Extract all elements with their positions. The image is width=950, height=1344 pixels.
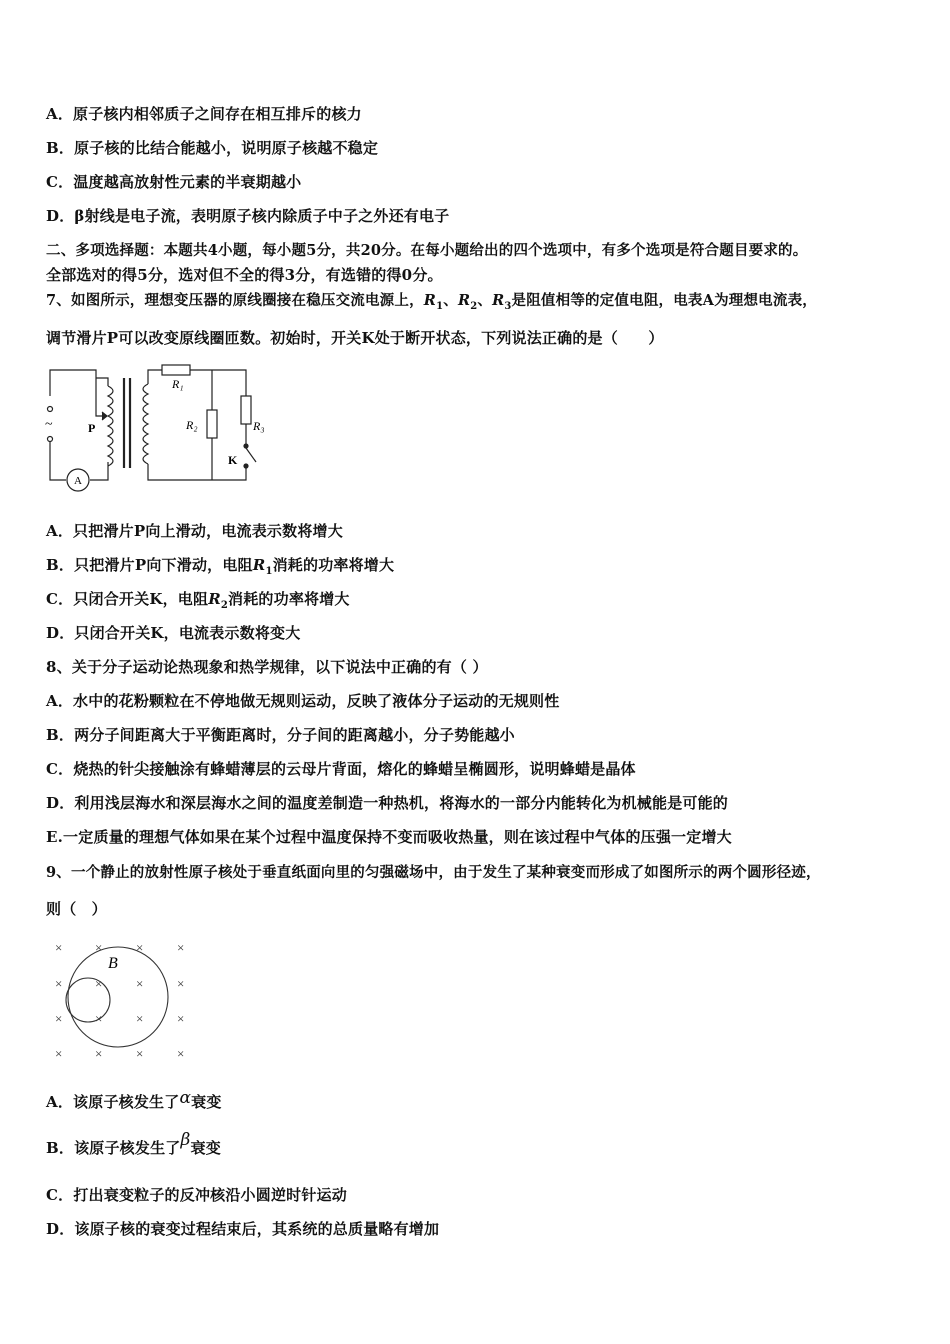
q6-option-a: A．原子核内相邻质子之间存在相互排斥的核力 [46, 105, 362, 123]
q9-option-c: C．打出衰变粒子的反冲核沿小圆逆时针运动 [46, 1186, 347, 1204]
label-r1: R₁ [172, 377, 184, 391]
field-cross: × [177, 940, 185, 955]
q9-stem-line1: 9、一个静止的放射性原子核处于垂直纸面向里的匀强磁场中，由于发生了某种衰变而形成了如图所示的两个圆形径迹， [46, 864, 821, 881]
large-circular-track [68, 947, 168, 1047]
q7-option-c: C．只闭合开关K，电阻$R_2$消耗的功率将增大 [46, 590, 350, 611]
small-circular-track [66, 978, 110, 1022]
ammeter-a: A [74, 475, 82, 487]
field-cross: × [95, 976, 103, 991]
field-cross: × [55, 976, 63, 991]
field-cross: × [136, 976, 144, 991]
field-cross: × [55, 1046, 63, 1060]
q6-option-d: D．β射线是电子流，表明原子核内除质子中子之外还有电子 [46, 207, 450, 225]
label-r2: R₂ [186, 418, 198, 432]
ac-source-symbol: ~ [45, 417, 53, 432]
label-r3: R₃ [253, 419, 265, 433]
field-cross: × [136, 940, 144, 955]
section2-instructions-line2: 全部选对的得5分，选对但不全的得3分，有选错的得0分。 [46, 266, 443, 284]
field-cross: × [55, 1011, 63, 1026]
field-cross: × [95, 1046, 103, 1060]
field-cross: × [177, 1011, 185, 1026]
field-cross: × [55, 940, 63, 955]
label-k: K [228, 453, 238, 467]
q9-option-b: B．该原子核发生了β衰变 [46, 1130, 221, 1157]
field-crosses [55, 940, 184, 1060]
q8-option-b: B．两分子间距离大于平衡距离时，分子间的距离越小，分子势能越小 [46, 726, 515, 744]
q6-option-c: C．温度越高放射性元素的半衰期越小 [46, 173, 302, 191]
transformer-circuit-diagram [44, 356, 284, 496]
label-b: B [108, 955, 118, 972]
q9-stem-line2: 则（ ） [46, 900, 107, 918]
magnetic-field-tracks-diagram [48, 930, 198, 1060]
q8-option-c: C．烧热的针尖接触涂有蜂蜡薄层的云母片背面，熔化的蜂蜡呈椭圆形，说明蜂蜡是晶体 [46, 760, 636, 778]
q9-option-d: D．该原子核的衰变过程结束后，其系统的总质量略有增加 [46, 1220, 440, 1238]
q7-option-a: A．只把滑片P向上滑动，电流表示数将增大 [46, 522, 343, 540]
q8-option-a: A．水中的花粉颗粒在不停地做无规则运动，反映了液体分子运动的无规则性 [46, 692, 560, 710]
q8-option-e: E.一定质量的理想气体如果在某个过程中温度保持不变而吸收热量，则在该过程中气体的压强一定增大 [46, 828, 732, 846]
q9-option-a: A．该原子核发生了α衰变 [46, 1088, 222, 1111]
q7-option-b: B．只把滑片P向下滑动，电阻$R_1$消耗的功率将增大 [46, 556, 395, 577]
label-p: P [88, 421, 96, 435]
field-cross: × [177, 1046, 185, 1060]
q7-stem-line2: 调节滑片P可以改变原线圈匝数。初始时，开关K处于断开状态，下列说法正确的是（ ） [46, 329, 664, 347]
q6-option-b: B．原子核的比结合能越小，说明原子核越不稳定 [46, 139, 379, 157]
q7-stem-line1: 7、如图所示，理想变压器的原线圈接在稳压交流电源上，$R_1$、$R_2$、$R_3$是阻值相等的定值电阻，电表A为理想电流表， [46, 292, 817, 312]
q7-option-d: D．只闭合开关K，电流表示数将变大 [46, 624, 301, 642]
field-cross: × [95, 1011, 103, 1026]
field-cross: × [177, 976, 185, 991]
q8-stem: 8、关于分子运动论热现象和热学规律，以下说法中正确的有（ ） [46, 658, 488, 676]
section2-instructions-line1: 二、多项选择题：本题共4小题，每小题5分，共20分。在每小题给出的四个选项中，有多个选项是符合题目要求的。 [46, 242, 808, 259]
q8-option-d: D．利用浅层海水和深层海水之间的温度差制造一种热机，将海水的一部分内能转化为机械能是可能的 [46, 794, 729, 812]
field-cross: × [136, 1046, 144, 1060]
field-cross: × [95, 940, 103, 955]
field-cross: × [136, 1011, 144, 1026]
